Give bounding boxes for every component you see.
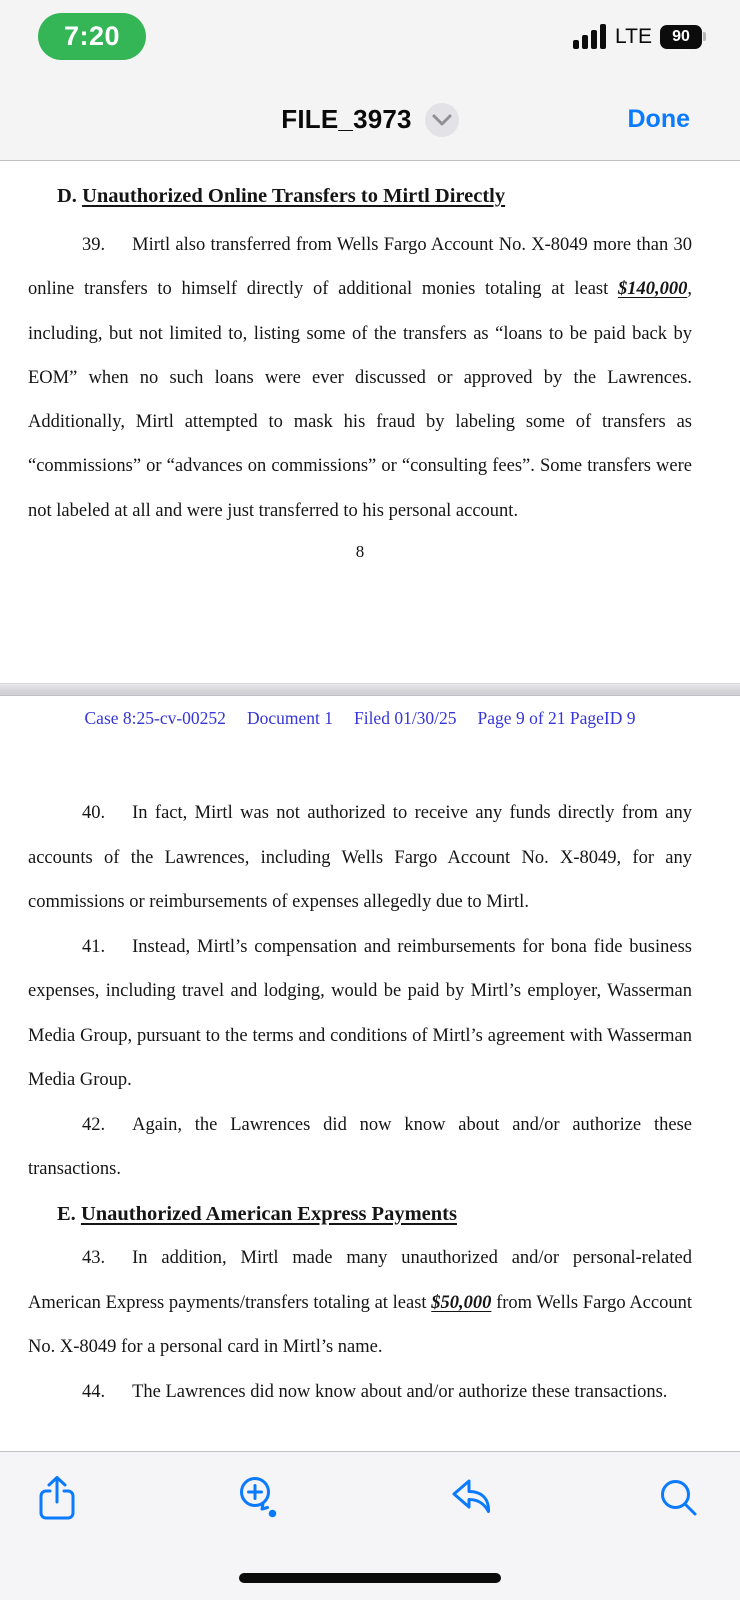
paragraph-number: 43.: [82, 1248, 106, 1268]
paragraph-number: 44.: [82, 1381, 106, 1402]
section-heading-e: [57, 1192, 692, 1237]
done-button[interactable]: Done: [628, 78, 691, 161]
document-paragraph: 43. In addition, Mirtl made many unauthorized and/or personal-related American Express payments/transfers totaling at least $50,000 from Wells Fargo Account No. X-8049 for a personal card in Mirtl’s name.: [28, 1248, 692, 1357]
share-button[interactable]: [33, 1474, 81, 1522]
battery-percent: 90: [672, 27, 690, 45]
paragraph-number: 41.: [82, 936, 106, 957]
status-time: 7:20: [63, 21, 121, 51]
page-gap-separator: [0, 683, 740, 696]
section-label: D.: [57, 185, 77, 207]
status-bar: [0, 0, 740, 78]
undo-button[interactable]: [448, 1474, 496, 1522]
paragraph-number: 42.: [82, 1114, 106, 1135]
document-paragraph: 42. Again, the Lawrences did now know about and/or authorize these transactions.: [28, 1114, 692, 1179]
section-label: E.: [57, 1202, 76, 1225]
battery-icon: [660, 25, 706, 49]
undo-icon: [450, 1478, 494, 1518]
stamp-part: Page 9 of 21 PageID 9: [477, 708, 636, 728]
paragraph-group: [28, 791, 692, 1192]
stamp-part: Case 8:25-cv-00252: [84, 708, 226, 728]
share-icon: [37, 1475, 77, 1521]
stamp-part: Document 1: [246, 708, 333, 728]
search-icon: [659, 1478, 699, 1518]
magnifier-plus-icon: [237, 1475, 281, 1521]
section-heading-text: Unauthorized Online Transfers to Mirtl Directly: [82, 185, 506, 207]
paragraph-group: [28, 1236, 692, 1414]
document-paragraph: 40. In fact, Mirtl was not authorized to receive any funds directly from any accounts of the Lawrences, including Wells Fargo Account No. X-8049, for any commissions or reimbursements of expenses allegedly due to Mirtl.: [28, 803, 692, 912]
document-paragraph: 39. Mirtl also transferred from Wells Fargo Account No. X-8049 more than 30 online transfers to himself directly of additional monies totaling at least $140,000, including, but not limited to, listing some of the transfers as “loans to be paid back by EOM” when no such loans were ever discussed or approved by the Lawrences. Additionally, Mirtl attempted to mask his fraud by labeling some of transfers as “commissions” or “advances on commissions” or “consulting fees”. Some transfers were not labeled at all and were just transferred to his personal account.: [28, 235, 692, 521]
court-filing-stamp: [28, 708, 692, 729]
paragraph-number: 39.: [82, 235, 106, 255]
cellular-signal-icon: [573, 24, 607, 49]
carrier-label: LTE: [615, 24, 652, 48]
chevron-down-icon: [432, 114, 452, 126]
search-button[interactable]: [655, 1474, 703, 1522]
page-footer-number: 8: [355, 542, 365, 562]
nav-bar: [0, 78, 740, 161]
document-page-9: [0, 696, 740, 1451]
active-call-time-pill[interactable]: [38, 13, 146, 60]
page-title: FILE_3973: [281, 104, 412, 134]
magnifier-plus-button[interactable]: [235, 1474, 283, 1522]
document-paragraph: 44. The Lawrences did now know about and/or authorize these transactions.: [82, 1381, 668, 1402]
bottom-toolbar: [0, 1451, 740, 1600]
section-heading-d: [57, 181, 692, 211]
title-menu-button[interactable]: [425, 103, 459, 137]
section-heading-text: Unauthorized American Express Payments: [80, 1202, 457, 1225]
paragraph-number: 40.: [82, 803, 106, 823]
stamp-part: Filed 01/30/25: [353, 708, 457, 728]
document-page-8: [0, 161, 740, 683]
status-right-cluster: [573, 24, 706, 49]
document-paragraph: 41. Instead, Mirtl’s compensation and reimbursements for bona fide business expenses, including travel and lodging, would be paid by Mirtl’s employer, Wasserman Media Group, pursuant to the terms and conditions of Mirtl’s agreement with Wasserman Media Group.: [28, 936, 692, 1090]
home-indicator[interactable]: [239, 1573, 501, 1583]
paragraph-group: [28, 223, 692, 533]
